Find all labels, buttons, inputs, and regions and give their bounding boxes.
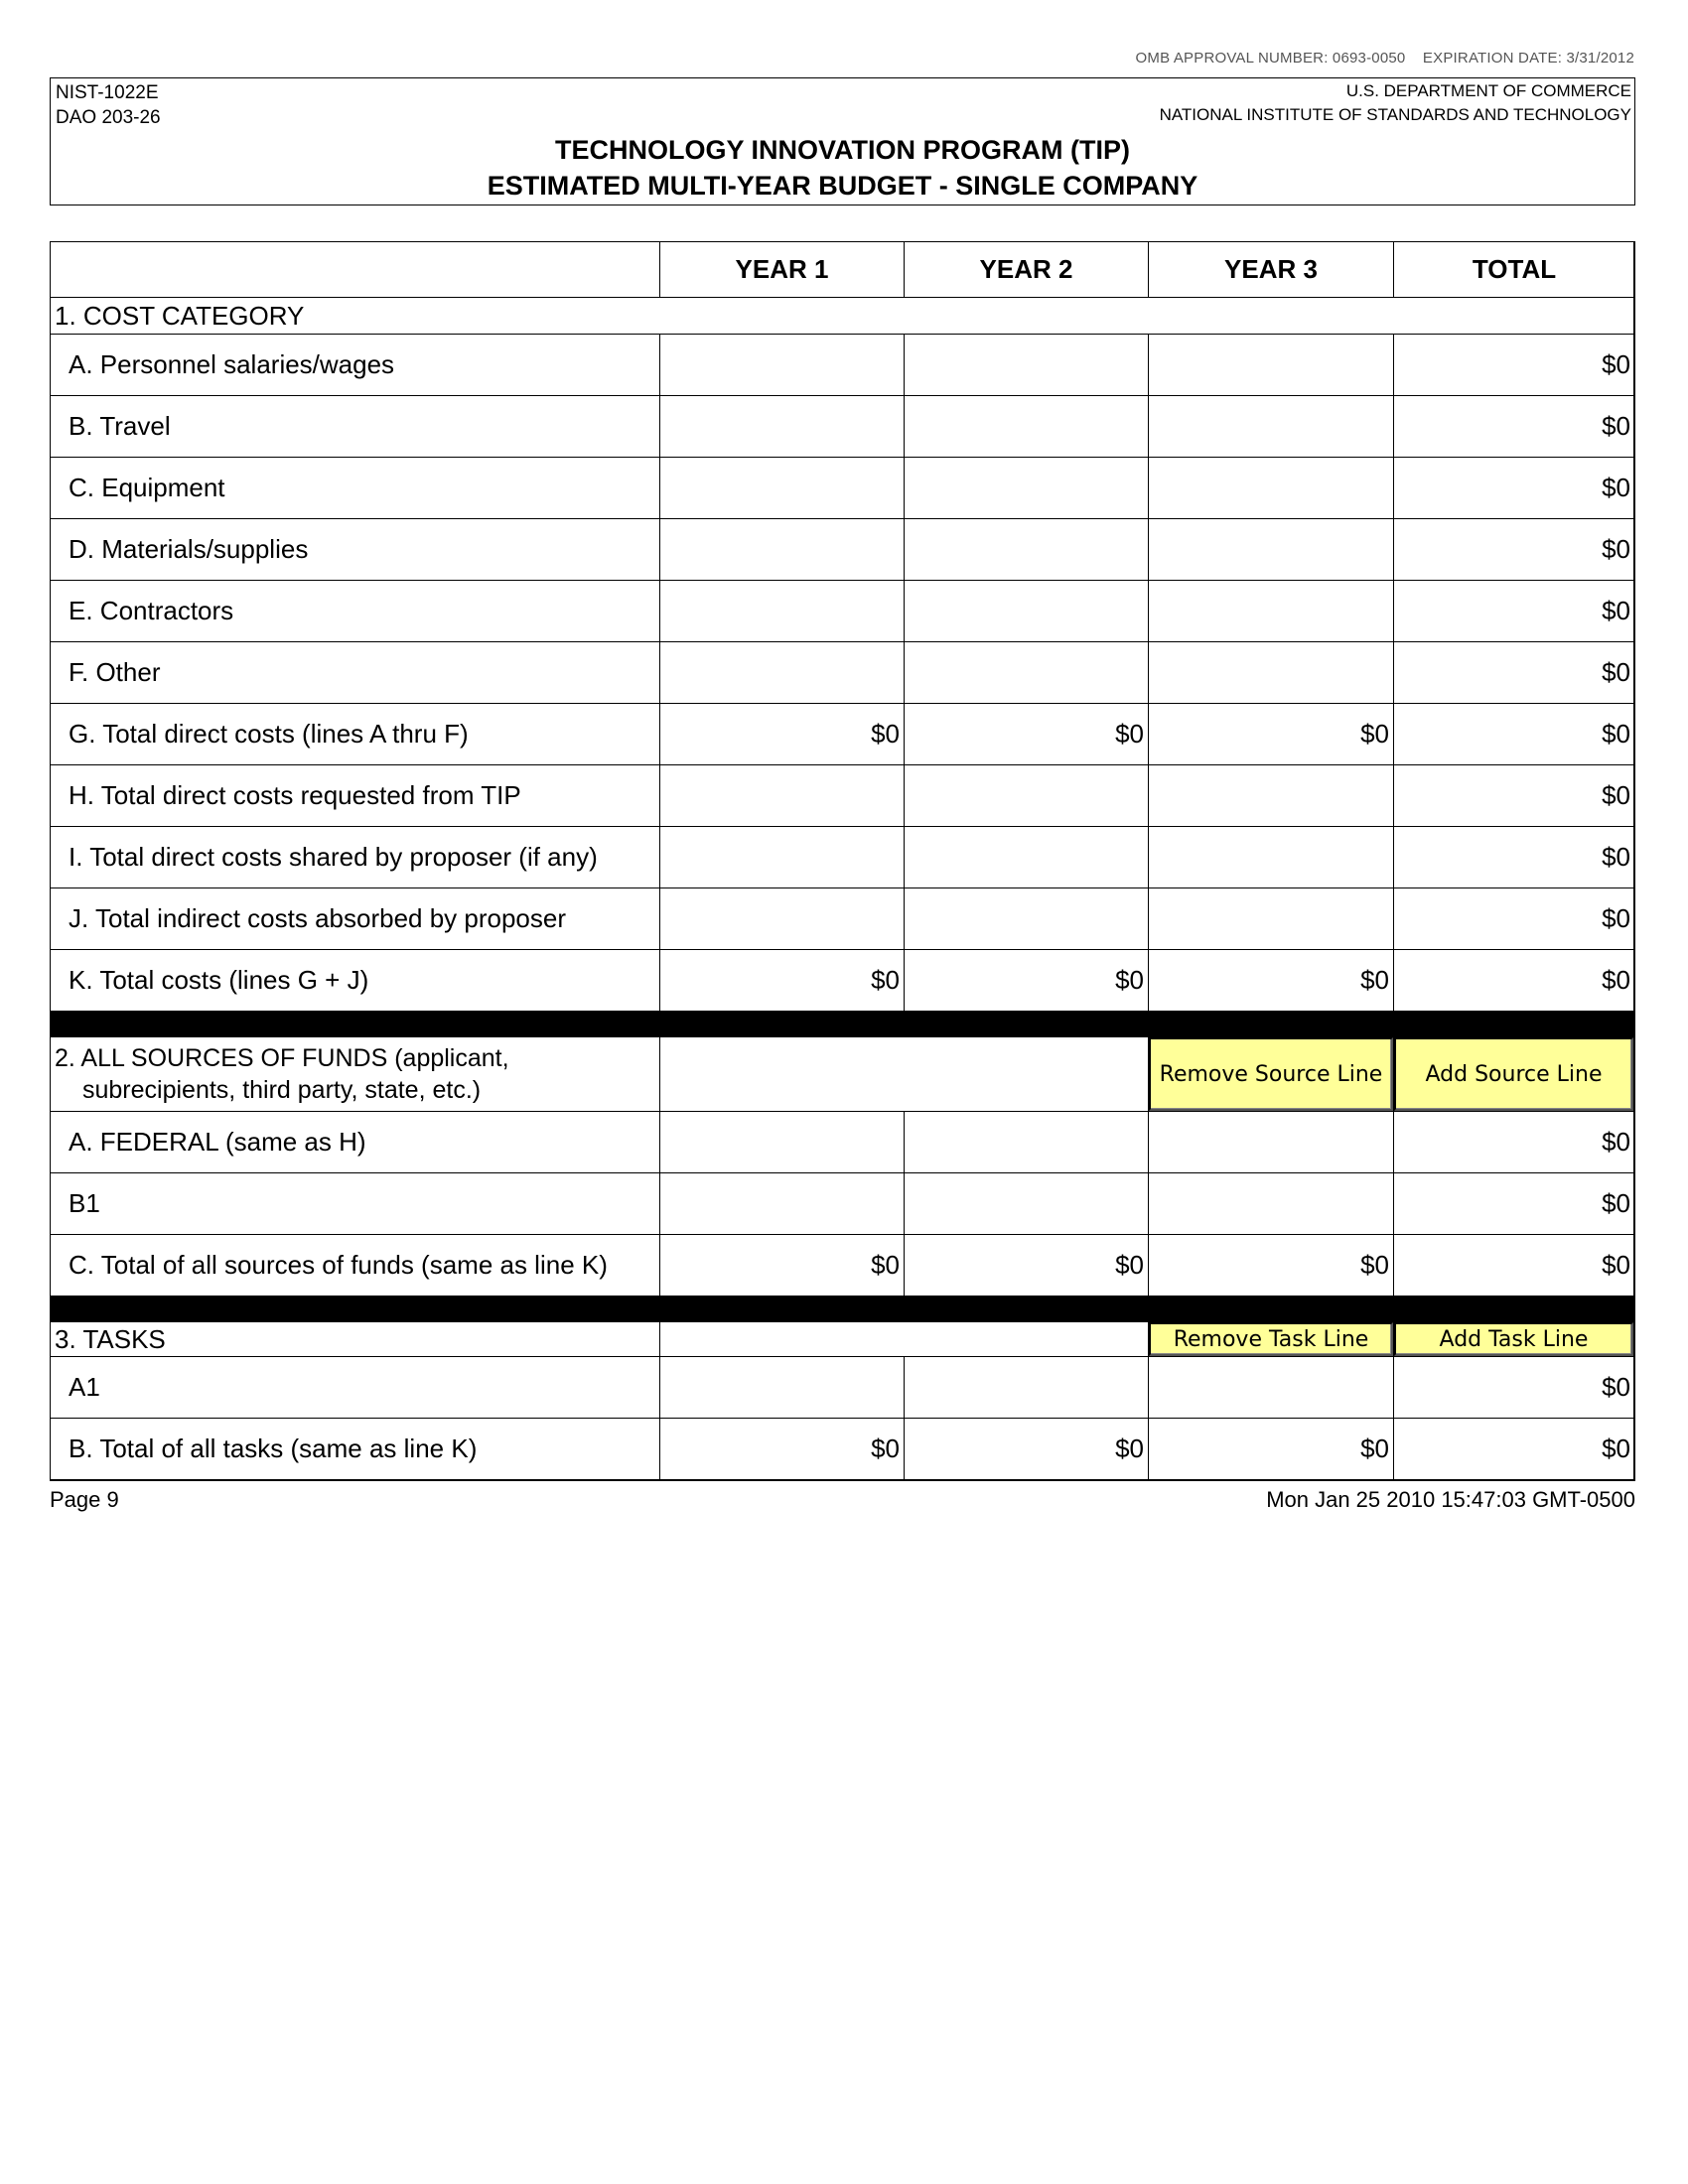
year3-input[interactable] xyxy=(1148,764,1393,826)
total-value: $0 xyxy=(1393,457,1634,518)
dao-number: DAO 203-26 xyxy=(56,107,161,128)
column-header-year2: YEAR 2 xyxy=(904,241,1148,297)
header-blank xyxy=(50,241,659,297)
year1-input[interactable] xyxy=(659,641,904,703)
total-value: $0 xyxy=(1393,703,1634,764)
year2-input[interactable] xyxy=(904,1356,1148,1418)
section-2-title-line-1: 2. ALL SOURCES OF FUNDS (applicant, xyxy=(55,1044,509,1072)
row-label: G. Total direct costs (lines A thru F) xyxy=(50,703,659,764)
year2-input[interactable] xyxy=(904,395,1148,457)
year3-input[interactable] xyxy=(1148,334,1393,395)
section-3-blank xyxy=(659,1321,1148,1356)
total-value: $0 xyxy=(1393,826,1634,887)
year2-input[interactable] xyxy=(904,580,1148,641)
year3-input[interactable] xyxy=(1148,887,1393,949)
year2-input[interactable] xyxy=(904,457,1148,518)
year2-input[interactable] xyxy=(904,826,1148,887)
total-value: $0 xyxy=(1393,1111,1634,1172)
remove-task-line-button[interactable]: Remove Task Line xyxy=(1149,1322,1393,1356)
year1-input[interactable] xyxy=(659,887,904,949)
year2-input[interactable] xyxy=(904,1111,1148,1172)
omb-approval-note: OMB APPROVAL NUMBER: 0693-0050 EXPIRATION DATE: 3/31/2012 xyxy=(1135,50,1634,67)
year1-input[interactable] xyxy=(659,1172,904,1234)
title-line-1: TECHNOLOGY INNOVATION PROGRAM (TIP) xyxy=(555,135,1130,165)
institute-name: NATIONAL INSTITUTE OF STANDARDS AND TECHNOLOGY xyxy=(1159,105,1631,124)
year3-input[interactable] xyxy=(1148,518,1393,580)
row-label: D. Materials/supplies xyxy=(50,518,659,580)
row-label: I. Total direct costs shared by proposer (if any) xyxy=(50,826,659,887)
year3-input[interactable] xyxy=(1148,395,1393,457)
year2-input[interactable] xyxy=(904,334,1148,395)
year2-input[interactable] xyxy=(904,887,1148,949)
column-header-total: TOTAL xyxy=(1393,241,1634,297)
year1-input[interactable]: $0 xyxy=(659,1234,904,1296)
year2-input[interactable]: $0 xyxy=(904,1234,1148,1296)
add-task-line-button[interactable]: Add Task Line xyxy=(1394,1322,1633,1356)
section-sources-of-funds xyxy=(50,1036,659,1111)
row-label: E. Contractors xyxy=(50,580,659,641)
year3-input[interactable]: $0 xyxy=(1148,949,1393,1011)
year1-input[interactable]: $0 xyxy=(659,703,904,764)
section-divider xyxy=(50,1011,1635,1036)
year2-input[interactable] xyxy=(904,518,1148,580)
total-value: $0 xyxy=(1393,1418,1634,1479)
remove-source-line-button[interactable]: Remove Source Line xyxy=(1149,1037,1393,1111)
total-value: $0 xyxy=(1393,1234,1634,1296)
year1-input[interactable]: $0 xyxy=(659,1418,904,1479)
row-label: B1 xyxy=(50,1172,659,1234)
row-label: A. FEDERAL (same as H) xyxy=(50,1111,659,1172)
row-label: A. Personnel salaries/wages xyxy=(50,334,659,395)
year2-input[interactable] xyxy=(904,641,1148,703)
section-divider xyxy=(50,1296,1635,1321)
row-label: J. Total indirect costs absorbed by proposer xyxy=(50,887,659,949)
year2-input[interactable]: $0 xyxy=(904,703,1148,764)
total-value: $0 xyxy=(1393,580,1634,641)
title-line-2: ESTIMATED MULTI-YEAR BUDGET - SINGLE COMPANY xyxy=(487,171,1198,201)
year3-input[interactable]: $0 xyxy=(1148,1234,1393,1296)
year3-input[interactable] xyxy=(1148,580,1393,641)
section-2-blank xyxy=(659,1036,1148,1111)
row-label: C. Total of all sources of funds (same as line K) xyxy=(50,1234,659,1296)
row-label: B. Travel xyxy=(50,395,659,457)
year3-input[interactable]: $0 xyxy=(1148,703,1393,764)
year3-input[interactable] xyxy=(1148,1356,1393,1418)
year3-input[interactable] xyxy=(1148,641,1393,703)
column-header-year3: YEAR 3 xyxy=(1148,241,1393,297)
page-number: Page 9 xyxy=(50,1487,119,1512)
year1-input[interactable] xyxy=(659,395,904,457)
agency-block xyxy=(1160,79,1631,127)
year1-input[interactable]: $0 xyxy=(659,949,904,1011)
total-value: $0 xyxy=(1393,949,1634,1011)
row-label: H. Total direct costs requested from TIP xyxy=(50,764,659,826)
total-value: $0 xyxy=(1393,334,1634,395)
total-value: $0 xyxy=(1393,887,1634,949)
form-identifiers xyxy=(56,80,161,130)
page-title xyxy=(51,132,1634,204)
timestamp: Mon Jan 25 2010 15:47:03 GMT-0500 xyxy=(1266,1487,1635,1512)
form-number: NIST-1022E xyxy=(56,82,159,103)
total-value: $0 xyxy=(1393,395,1634,457)
total-value: $0 xyxy=(1393,1172,1634,1234)
year1-input[interactable] xyxy=(659,580,904,641)
section-2-title-line-2: subrecipients, third party, state, etc.) xyxy=(82,1076,482,1104)
row-label: A1 xyxy=(50,1356,659,1418)
total-value: $0 xyxy=(1393,518,1634,580)
add-source-line-button[interactable]: Add Source Line xyxy=(1394,1037,1633,1111)
section-tasks: 3. TASKS xyxy=(50,1321,659,1356)
row-label: B. Total of all tasks (same as line K) xyxy=(50,1418,659,1479)
table-border xyxy=(50,1479,1635,1481)
form-header xyxy=(50,77,1635,205)
row-label: C. Equipment xyxy=(50,457,659,518)
total-value: $0 xyxy=(1393,764,1634,826)
year2-input[interactable]: $0 xyxy=(904,1418,1148,1479)
total-value: $0 xyxy=(1393,641,1634,703)
year1-input[interactable] xyxy=(659,1356,904,1418)
year2-input[interactable]: $0 xyxy=(904,949,1148,1011)
year1-input[interactable] xyxy=(659,518,904,580)
total-value: $0 xyxy=(1393,1356,1634,1418)
year1-input[interactable] xyxy=(659,764,904,826)
year1-input[interactable] xyxy=(659,457,904,518)
row-label: K. Total costs (lines G + J) xyxy=(50,949,659,1011)
table-border xyxy=(1633,241,1635,1481)
year1-input[interactable] xyxy=(659,334,904,395)
column-header-year1: YEAR 1 xyxy=(659,241,904,297)
year1-input[interactable] xyxy=(659,1111,904,1172)
department-name: U.S. DEPARTMENT OF COMMERCE xyxy=(1345,81,1631,100)
year3-input[interactable] xyxy=(1148,457,1393,518)
year1-input[interactable] xyxy=(659,826,904,887)
row-label: F. Other xyxy=(50,641,659,703)
year3-input[interactable]: $0 xyxy=(1148,1418,1393,1479)
year3-input[interactable] xyxy=(1148,1111,1393,1172)
year3-input[interactable] xyxy=(1148,826,1393,887)
year2-input[interactable] xyxy=(904,764,1148,826)
section-cost-category: 1. COST CATEGORY xyxy=(50,297,1634,334)
year2-input[interactable] xyxy=(904,1172,1148,1234)
year3-input[interactable] xyxy=(1148,1172,1393,1234)
